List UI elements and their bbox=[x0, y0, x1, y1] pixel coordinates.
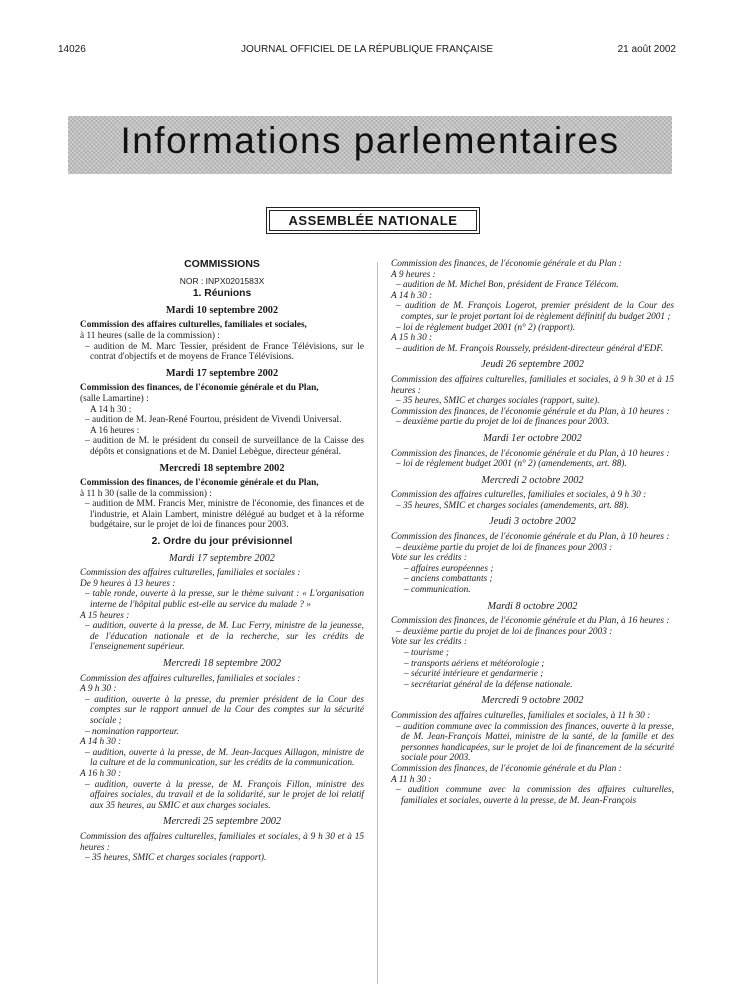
section-heading-reunions: 1. Réunions bbox=[192, 288, 252, 300]
vote-item: – transports aériens et météorologie ; bbox=[404, 658, 545, 669]
time-label: A 15 h 30 : bbox=[391, 333, 433, 344]
commission-name: Commission des affaires culturelles, familiales et sociales, à 9 h 30 et à 15 heures : bbox=[80, 831, 364, 853]
session-line: (salle Lamartine) : bbox=[80, 393, 149, 404]
agenda-item: – audition de M. François Roussely, président-directeur général d'EDF. bbox=[396, 343, 664, 354]
commission-name: Commission des finances, de l'économie générale et du Plan, à 16 heures : bbox=[391, 616, 670, 627]
date-heading: Mercredi 2 octobre 2002 bbox=[481, 474, 584, 486]
page-number: 14026 bbox=[58, 44, 86, 55]
nor-reference: NOR : INPX0201583X bbox=[179, 275, 265, 286]
agenda-item: – deuxième partie du projet de loi de finances pour 2003 : bbox=[396, 626, 613, 637]
vote-item: – sécurité intérieure et gendarmerie ; bbox=[404, 669, 544, 680]
column-divider bbox=[377, 262, 378, 984]
left-column bbox=[80, 259, 364, 864]
agenda-item: – audition de MM. Francis Mer, ministre de l'économie, des finances et de l'industrie, et Alain Lambert, ministre délégué au budget et à la réforme budgétaire, sur le projet de loi de finances pour 2003. bbox=[85, 499, 364, 531]
agenda-item: – audition de M. Marc Tessier, président de France Télévisions, sur le contrat d'objectifs et de moyens de France Télévisions. bbox=[85, 341, 364, 363]
agenda-item: – audition, ouverte à la presse, de M. François Fillon, ministre des affaires sociales, du travail et de la solidarité, sur le projet de loi relatif aux 35 heures, au SMIC et aux charges sociales. bbox=[85, 779, 364, 811]
issue-date: 21 août 2002 bbox=[617, 44, 676, 55]
commission-name: Commission des affaires culturelles, familiales et sociales, à 9 h 30 : bbox=[391, 490, 647, 501]
vote-item: – tourisme ; bbox=[404, 648, 449, 658]
agenda-item: – 35 heures, SMIC et charges sociales (rapport, suite). bbox=[396, 396, 600, 407]
commission-name: Commission des affaires culturelles, familiales et sociales, à 11 h 30 : bbox=[391, 710, 651, 721]
agenda-item: – loi de règlement budget 2001 (n° 2) (amendements, art. 88). bbox=[396, 459, 627, 470]
agenda-item: – audition de M. François Logerot, premier président de la Cour des comptes, sur le projet portant loi de règlement définitif du budget 2001 ; bbox=[396, 301, 674, 322]
date-heading: Mardi 1er octobre 2002 bbox=[483, 432, 582, 444]
vote-item: – affaires européennes ; bbox=[404, 563, 494, 574]
agenda-item: – deuxième partie du projet de loi de finances pour 2003. bbox=[396, 417, 610, 428]
vote-item: – anciens combattants ; bbox=[404, 574, 493, 585]
time-label: De 9 heures à 13 heures : bbox=[80, 578, 176, 589]
commission-name: Commission des affaires culturelles, familiales et sociales, à 9 h 30 et à 15 heures : bbox=[391, 374, 674, 396]
date-heading: Mardi 17 septembre 2002 bbox=[165, 367, 279, 379]
agenda-item: – nomination rapporteur. bbox=[85, 726, 179, 737]
commission-name: Commission des affaires culturelles, familiales et sociales : bbox=[80, 673, 301, 684]
agenda-item: – audition commune avec la commission des affaires culturelles, familiales et sociales, ouverte à la presse, de M. Jean-François bbox=[396, 785, 674, 806]
chamber-label: ASSEMBLÉE NATIONALE bbox=[269, 210, 477, 231]
right-column bbox=[391, 259, 674, 806]
vote-label: Vote sur les crédits : bbox=[391, 637, 467, 648]
time-label: A 16 heures : bbox=[90, 425, 140, 436]
commission-name: Commission des finances, de l'économie générale et du Plan, à 10 heures : bbox=[391, 406, 670, 417]
journal-title: JOURNAL OFFICIEL DE LA RÉPUBLIQUE FRANÇAISE bbox=[240, 44, 494, 55]
date-heading: Mardi 10 septembre 2002 bbox=[165, 304, 279, 316]
time-label: A 9 heures : bbox=[391, 269, 436, 280]
commission-name: Commission des affaires culturelles, familiales et sociales : bbox=[80, 568, 301, 579]
vote-item: – secrétariat général de la défense nationale. bbox=[404, 679, 573, 690]
date-heading: Mardi 8 octobre 2002 bbox=[487, 600, 578, 612]
commission-name: Commission des finances, de l'économie générale et du Plan, bbox=[80, 383, 319, 394]
date-heading: Mercredi 18 septembre 2002 bbox=[159, 462, 285, 474]
date-heading: Mercredi 18 septembre 2002 bbox=[162, 658, 282, 669]
commission-name: Commission des affaires culturelles, familiales et sociales, bbox=[80, 320, 307, 331]
section-banner bbox=[68, 116, 672, 174]
vote-label: Vote sur les crédits : bbox=[391, 553, 467, 564]
agenda-item: – audition, ouverte à la presse, du premier président de la Cour des comptes sur le rapport annuel de la Cour des comptes sur la sécurité sociale ; bbox=[85, 694, 364, 726]
date-heading: Mardi 17 septembre 2002 bbox=[169, 552, 275, 564]
session-line: à 11 heures (salle de la commission) : bbox=[80, 330, 220, 341]
agenda-item: – 35 heures, SMIC et charges sociales (rapport). bbox=[85, 853, 267, 864]
banner-title: Informations parlementaires bbox=[120, 120, 620, 161]
time-label: A 14 h 30 : bbox=[80, 737, 122, 748]
time-label: A 15 heures : bbox=[80, 610, 130, 621]
vote-item: – communication. bbox=[404, 585, 471, 596]
commission-name: Commission des finances, de l'économie générale et du Plan, bbox=[80, 478, 319, 489]
date-heading: Jeudi 26 septembre 2002 bbox=[481, 359, 584, 371]
commission-name: Commission des finances, de l'économie générale et du Plan : bbox=[391, 259, 622, 269]
agenda-item: – audition de M. Michel Bon, président de France Télécom. bbox=[396, 280, 619, 291]
chamber-box bbox=[266, 207, 480, 234]
commission-name: Commission des finances, de l'économie générale et du Plan, à 10 heures : bbox=[391, 448, 670, 459]
date-heading: Mercredi 25 septembre 2002 bbox=[162, 816, 282, 828]
commission-name: Commission des finances, de l'économie générale et du Plan, à 10 heures : bbox=[391, 532, 670, 543]
commissions-heading: COMMISSIONS bbox=[184, 258, 260, 270]
agenda-item: – audition de M. le président du conseil de surveillance de la Caisse des dépôts et consignations et de M. Daniel Lebègue, directeur général. bbox=[85, 436, 364, 457]
agenda-item: – audition, ouverte à la presse, de M. Luc Ferry, ministre de la jeunesse, de l'éducation nationale et de la recherche, sur les crédits de l'enseignement supérieur. bbox=[85, 621, 364, 653]
commission-name: Commission des finances, de l'économie générale et du Plan : bbox=[391, 763, 622, 774]
agenda-item: – 35 heures, SMIC et charges sociales (amendements, art. 88). bbox=[396, 500, 629, 511]
agenda-item: – loi de règlement budget 2001 (n° 2) (rapport). bbox=[396, 322, 576, 333]
time-label: A 14 h 30 : bbox=[90, 404, 132, 415]
time-label: A 14 h 30 : bbox=[391, 290, 433, 301]
date-heading: Mercredi 9 octobre 2002 bbox=[481, 695, 584, 707]
agenda-item: – deuxième partie du projet de loi de finances pour 2003 : bbox=[396, 542, 613, 553]
time-label: A 9 h 30 : bbox=[80, 684, 117, 695]
time-label: A 16 h 30 : bbox=[80, 768, 122, 779]
section-heading-ordre-du-jour: 2. Ordre du jour prévisionnel bbox=[151, 536, 293, 548]
time-label: A 11 h 30 : bbox=[391, 774, 432, 785]
agenda-item: – audition, ouverte à la presse, de M. Jean-Jacques Aillagon, ministre de la culture et de la communication, sur les crédits de la communication. bbox=[85, 747, 364, 769]
agenda-item: – audition commune avec la commission des finances, ouverte à la presse, de M. Jean-François Mattei, ministre de la santé, de la famille et des personnes handicapées, sur le projet de loi de financement de la sécurité sociale pour 2003. bbox=[396, 721, 674, 764]
session-line: à 11 h 30 (salle de la commission) : bbox=[80, 488, 212, 499]
date-heading: Jeudi 3 octobre 2002 bbox=[489, 516, 576, 528]
running-header bbox=[58, 44, 676, 58]
agenda-item: – table ronde, ouverte à la presse, sur le thème suivant : « L'organisation interne de l'hôpital public est-elle au service du malade ? » bbox=[85, 589, 364, 611]
agenda-item: – audition de M. Jean-René Fourtou, président de Vivendi Universal. bbox=[85, 415, 342, 426]
